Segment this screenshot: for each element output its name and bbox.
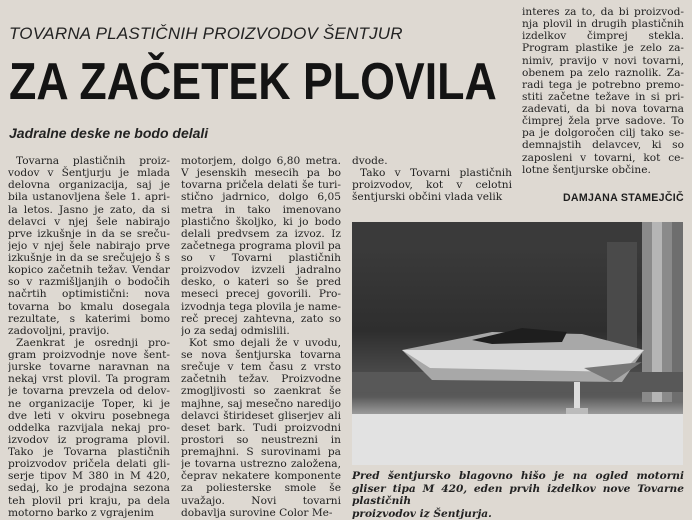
text-column-3 (352, 155, 512, 215)
text-column-1 (8, 155, 170, 520)
paragraph: Tovarna plastičnih proizvodov v Šentjurju je mlada delovna organizacija, saj je bila ustanovljena šele 1. aprila letos. Jasno je zato, da si delavci v njej šele nabirajo prve izkušnje in da se srečujejo v njej šele nabirajo prve izkušnje in da se srečujejo š s kopico začetnih težav. Vendar so v razmišljanjih o bodočih načrtih optimistični: nova tovarna bo kmalu dosegala rezultate, s katerimi bomo zadovoljni, pravijo. (8, 155, 170, 337)
article-kicker: TOVARNA PLASTIČNIH PROIZVODOV ŠENTJUR (9, 24, 403, 43)
photo-caption (352, 470, 684, 520)
caption-line: Pred šentjursko blagovno hišo je na ogled motorni gliser tipa M 420, eden prvih izdelkov nove Tovarne plastičnih (352, 470, 684, 507)
text-column-2 (181, 155, 341, 520)
text-column-4 (522, 6, 684, 191)
boat-photo (352, 222, 683, 465)
article-subhead: Jadralne deske ne bodo delali (9, 125, 209, 141)
paragraph: Kot smo dejali že v uvodu, se nova šentjurska tovarna srečuje v tem času z vrsto začetnih težav. Proizvodne zmogljivosti so zaenkrat še majhne, saj mesečno naredijo delavci štirideset gliserjev ali deset bark. Tudi proizvodni prostori so neustrezni in premajhni. S surovinami pa je tovarna ustrezno založena, čeprav nekatere komponente za poliesterske smole še uvažajo. Novi tovarni dobavlja surovine Color Me- (181, 336, 341, 519)
paragraph: interes za to, da bi proizvodnja plovil in drugih plastičnih izdelkov čimprej stekla. Program plastike je zelo zanimiv, pravijo v novi tovarni, obenem pa zelo raznolik. Zaradi tega je potrebno premostiti začetne težave in si prizadevati, da bi nova tovarna čimprej žela prve sadove. To pa je dolgoročen cilj tako sedemnajstih delavcev, ki so zaposleni v tovarni, kot celotne šentjurske občine. (522, 6, 684, 176)
article-headline: ZA ZAČETEK PLOVILA (9, 53, 497, 111)
paragraph: Tako v Tovarni plastičnih proizvodov, kot v celotni šentjurski občini vlada velik (352, 167, 512, 204)
author-signature: DAMJANA STAMEJČIČ (562, 192, 684, 204)
paragraph: motorjem, dolgo 6,80 metra. V jesenskih mesecih pa bo tovarna pričela delati še turistično jadrnico, dolgo 6,05 metra in tako imenovano plastično školjko, ki jo bodo delali predvsem za izvoz. Iz začetnega programa plovil pa so v Tovarni plastičnih proizvodov izvzeli jadralno desko, o kateri so še pred meseci precej govorili. Proizvodnja tega plovila je namereč precej zahtevna, zato so jo za sedaj odmislili. (181, 155, 341, 337)
paragraph: dvode. (352, 155, 388, 167)
paragraph: Zaenkrat je osrednji program proizvodnje nove šentjurske tovarne naravnan na nekaj vrst plovil. Ta program je tovarna prevzela od delovne organizacije Toper, ki je dve leti v okviru posebnega oddelka razvijala nekaj proizvodov iz programa plovil. Tako je Tovarna plastičnih proizvodov pričela delati gliserje tipov M 380 in M 420, sedaj, ko je prodajna sezona teh plovil pri kraju, pa dela motorno barko z vgrajenim (8, 336, 170, 519)
speedboat-illustration (352, 222, 683, 465)
caption-line: proizvodov iz Šentjurja. (352, 507, 492, 520)
